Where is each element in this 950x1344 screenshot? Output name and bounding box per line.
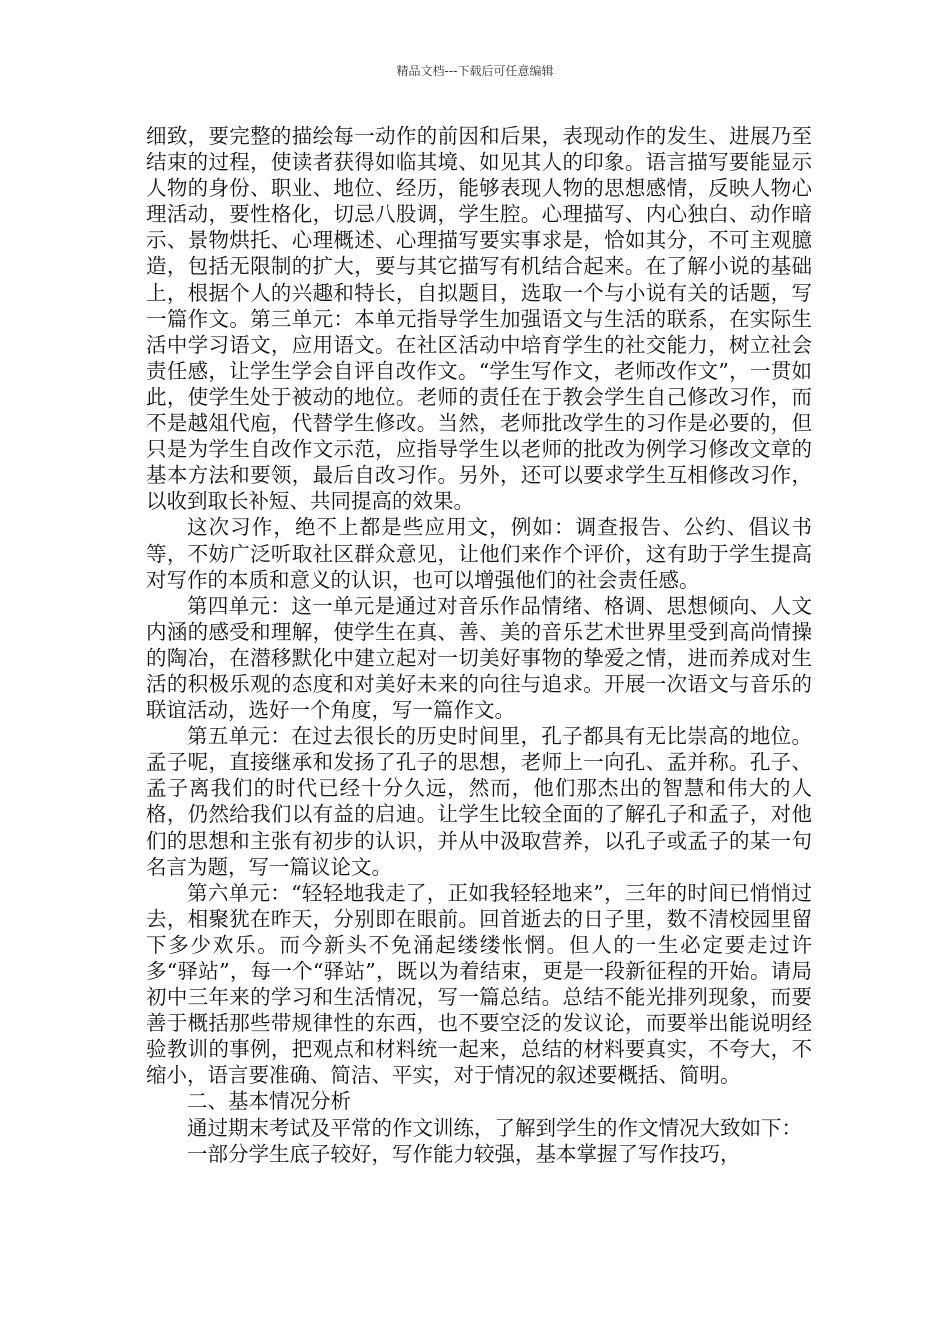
document-body bbox=[146, 123, 812, 1167]
paragraph-continued: 细致，要完整的描绘每一动作的前因和后果，表现动作的发生、进展乃至结束的过程，使读者获得如临其境、如见其人的印象。语言描写要能显示人物的身份、职业、地位、经历，能够表现人物的思想感情，反映人物心理活动，要性格化，切忌八股调，学生腔。心理描写、内心独白、动作暗示、景物烘托、心理概述、心理描写要实事求是，恰如其分，不可主观臆造，包括无限制的扩大，要与其它描写有机结合起来。在了解小说的基础上，根据个人的兴趣和特长，自拟题目，选取一个与小说有关的话题，写一篇作文。第三单元：本单元指导学生加强语文与生活的联系，在实际生活中学习语文，应用语文。在社区活动中培育学生的社交能力，树立社会责任感，让学生学会自评自改作文。“学生写作文，老师改作文”，一贯如此，使学生处于被动的地位。老师的责任在于教会学生自己修改习作，而不是越俎代庖，代替学生修改。当然，老师批改学生的习作是必要的，但只是为学生自改作文示范，应指导学生以老师的批改为例学习修改文章的基本方法和要领，最后自改习作。另外，还可以要求学生互相修改习作，以收到取长补短、共同提高的效果。 bbox=[146, 124, 812, 514]
paragraph-unit-five: 第五单元：在过去很长的历史时间里，孔子都具有无比崇高的地位。孟子呢，直接继承和发扬了孔子的思想，老师上一向孔、孟并称。孔子、孟子离我们的时代已经十分久远，然而，他们那杰出的智慧和伟大的人格，仍然给我们以有益的启迪。让学生比较全面的了解孔子和孟子，对他们的思想和主张有初步的认识，并从中汲取营养，以孔子或孟子的某一句名言为题，写一篇议论文。 bbox=[146, 724, 812, 879]
paragraph-unit-six: 第六单元：“轻轻地我走了，正如我轻轻地来”，三年的时间已悄悄过去，相聚犹在昨天，分别即在眼前。回首逝去的日子里，数不清校园里留下多少欢乐。而今新头不免涌起缕缕怅惘。但人的一生必定要走过许多“驿站”，每一个“驿站”，既以为着结束，更是一段新征程的开始。请局初中三年来的学习和生活情况，写一篇总结。总结不能光排列现象，而要善于概括那些带规律性的东西，也不要空泛的发议论，而要举出能说明经验教训的事例，把观点和材料统一起来，总结的材料要真实，不夸大，不缩小，语言要准确、简洁、平实，对于情况的叙述要概括、简明。 bbox=[146, 880, 812, 1088]
paragraph-exam-overview: 通过期末考试及平常的作文训练，了解到学生的作文情况大致如下： bbox=[187, 1115, 802, 1140]
paragraph-applied-writing: 这次习作，绝不上都是些应用文，例如：调查报告、公约、倡议书等，不妨广泛听取社区群众意见，让他们来作个评价，这有助于学生提高对写作的本质和意义的认识，也可以增强他们的社会责任感。 bbox=[146, 515, 812, 592]
paragraph-student-ability: 一部分学生底子较好，写作能力较强，基本掌握了写作技巧， bbox=[187, 1141, 741, 1166]
section-heading-situation-analysis: 二、基本情况分析 bbox=[187, 1089, 351, 1114]
page-header: 精品文档---下载后可任意编辑 bbox=[396, 64, 554, 78]
paragraph-unit-four: 第四单元：这一单元是通过对音乐作品情绪、格调、思想倾向、人文内涵的感受和理解，使学生在真、善、美的音乐艺术世界里受到高尚情操的陶冶，在潜移默化中建立起对一切美好事物的挚爱之情，进而养成对生活的积极乐观的态度和对美好未来的向往与追求。开展一次语文与音乐的联谊活动，选好一个角度，写一篇作文。 bbox=[146, 593, 812, 723]
